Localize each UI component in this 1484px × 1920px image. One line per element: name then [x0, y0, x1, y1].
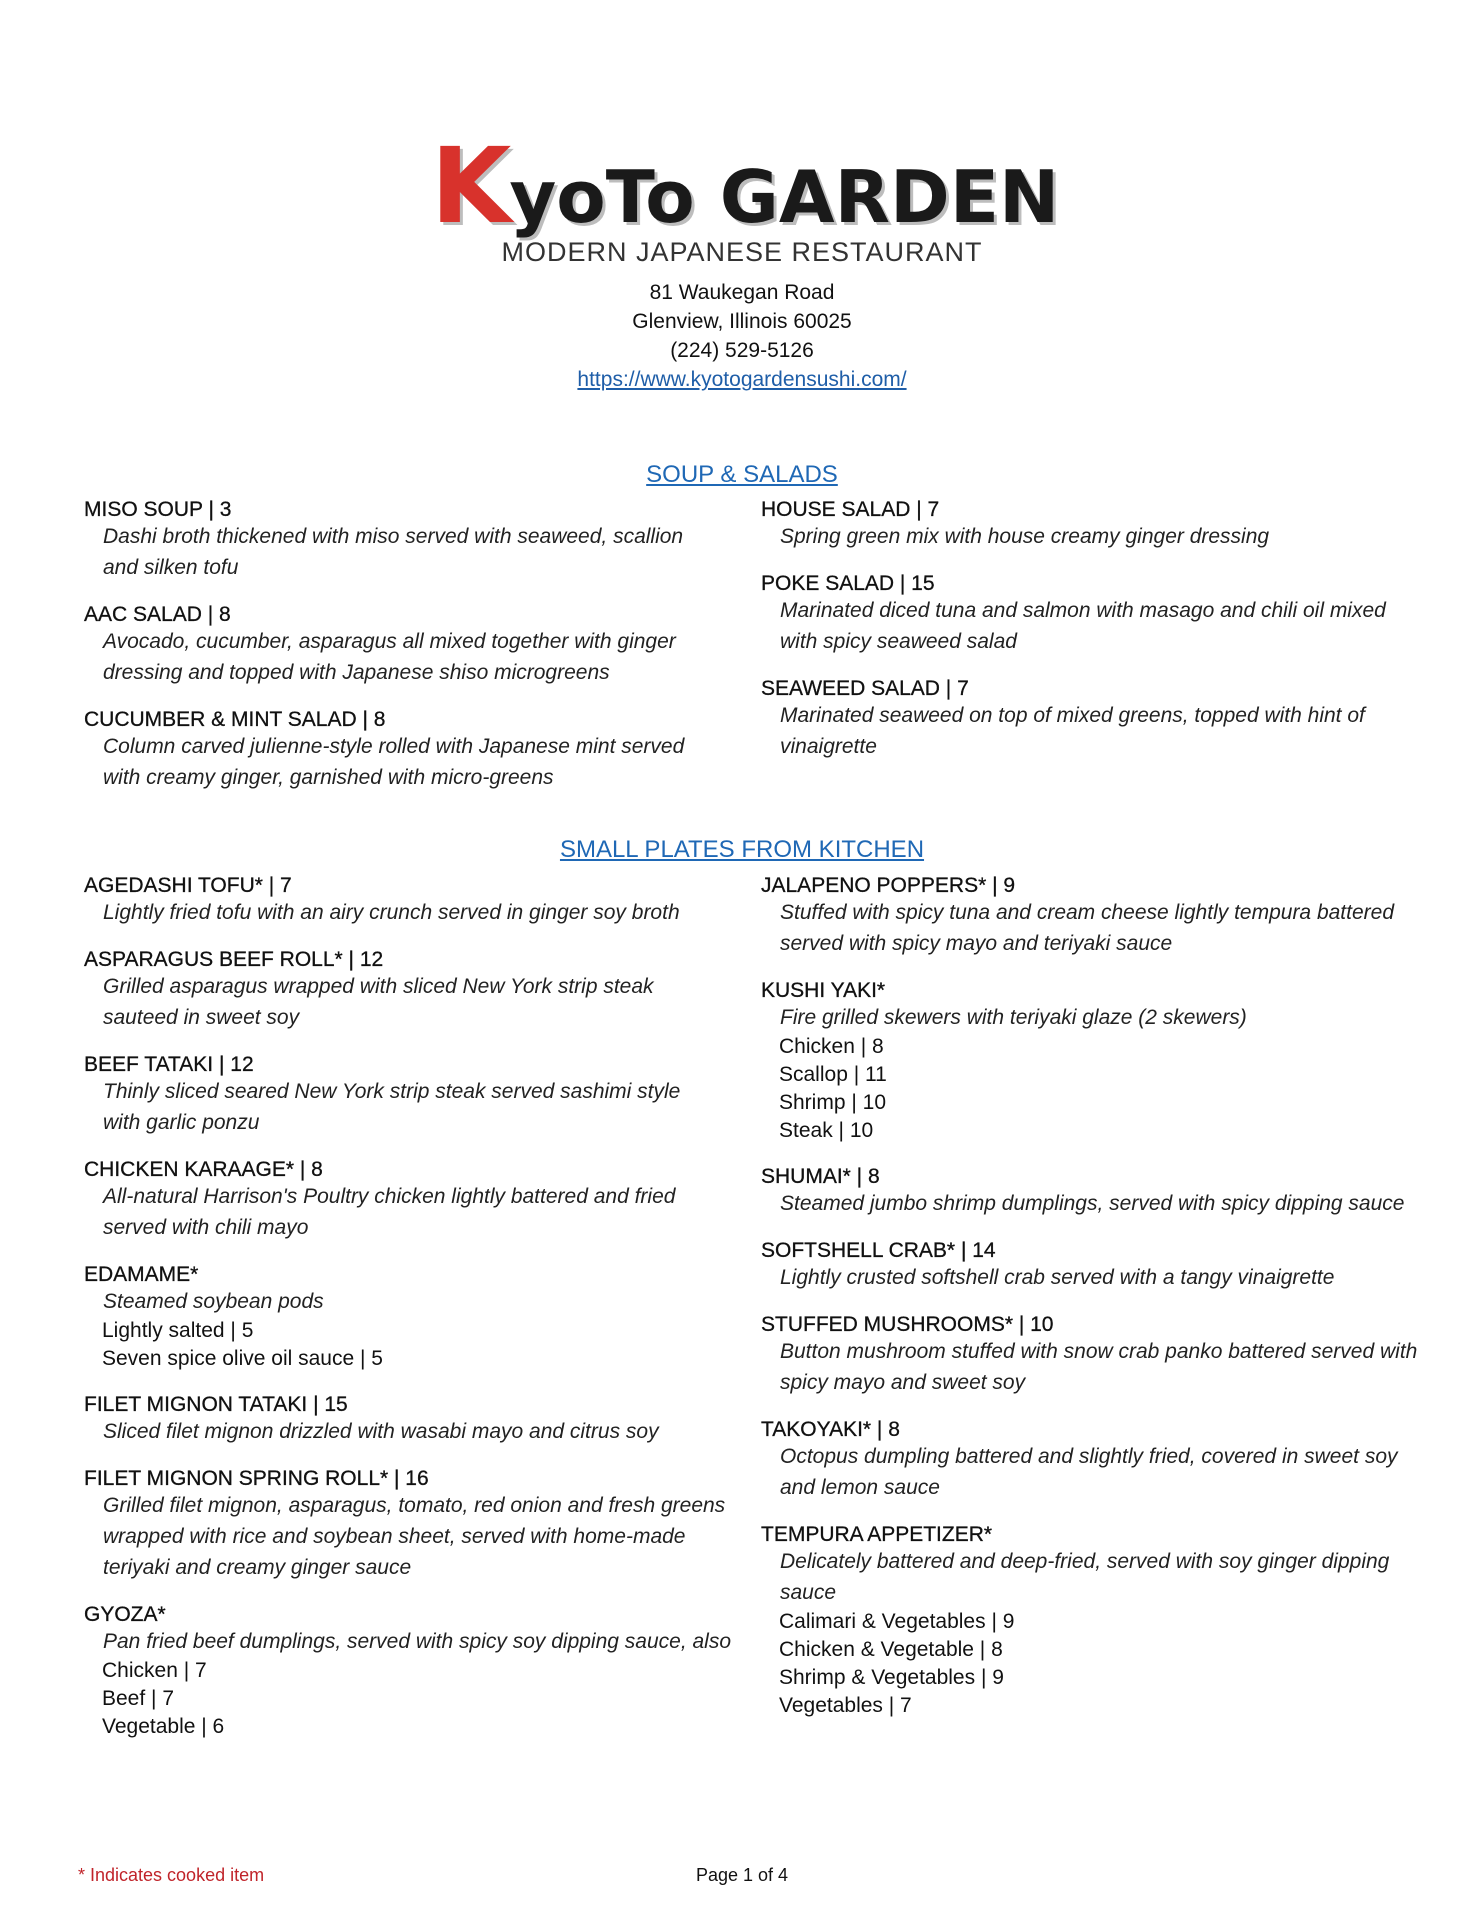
item-name: JALAPENO POPPERS* | 9 — [761, 874, 1016, 897]
menu-item — [84, 602, 724, 688]
item-option: Lightly salted | 5 — [102, 1319, 254, 1342]
soup-left-column — [84, 497, 724, 793]
restaurant-logo — [431, 125, 1060, 247]
menu-item — [84, 1262, 724, 1373]
small-plates-left-column — [84, 873, 732, 1741]
menu-item — [84, 497, 724, 583]
section-title-soup-salads: SOUP & SALADS — [646, 461, 838, 488]
item-option: Vegetable | 6 — [102, 1715, 225, 1738]
item-description: Lightly crusted softshell crab served with a tangy vinaigrette — [780, 1266, 1335, 1289]
item-description: Marinated seaweed on top of mixed greens, topped with hint of vinaigrette — [780, 704, 1365, 758]
menu-item — [761, 1522, 1401, 1720]
item-description: Stuffed with spicy tuna and cream cheese lightly tempura battered served with spicy mayo and teriyaki sauce — [780, 901, 1395, 955]
item-description: Fire grilled skewers with teriyaki glaze (2 skewers) — [780, 1006, 1247, 1029]
item-description: Steamed soybean pods — [103, 1290, 324, 1313]
item-option: Beef | 7 — [102, 1687, 175, 1710]
item-name: AGEDASHI TOFU* | 7 — [84, 874, 292, 897]
item-description: Octopus dumpling battered and slightly fried, covered in sweet soy and lemon sauce — [780, 1445, 1398, 1499]
item-option: Chicken & Vegetable | 8 — [779, 1638, 1003, 1661]
section-title-small-plates: SMALL PLATES FROM KITCHEN — [559, 836, 925, 863]
item-name: FILET MIGNON SPRING ROLL* | 16 — [84, 1467, 429, 1490]
item-name: GYOZA* — [84, 1603, 166, 1626]
menu-item — [761, 571, 1401, 657]
item-description: Dashi broth thickened with miso served with seaweed, scallion and silken tofu — [103, 525, 684, 579]
item-description: Lightly fried tofu with an airy crunch served in ginger soy broth — [103, 901, 680, 924]
item-option: Vegetables | 7 — [779, 1694, 912, 1717]
item-description: All-natural Harrison's Poultry chicken lightly battered and fried served with chili mayo — [103, 1185, 676, 1239]
logo-wordmark: yoTo GARDEN — [509, 155, 1060, 239]
item-name: STUFFED MUSHROOMS* | 10 — [761, 1313, 1054, 1336]
menu-item — [761, 1164, 1405, 1219]
item-option: Chicken | 7 — [102, 1659, 207, 1682]
item-description: Sliced filet mignon drizzled with wasabi mayo and citrus soy — [103, 1420, 659, 1443]
item-description: Thinly sliced seared New York strip steak served sashimi style with garlic ponzu — [103, 1080, 681, 1134]
page-number: Page 1 of 4 — [695, 1865, 789, 1885]
item-description: Grilled filet mignon, asparagus, tomato, red onion and fresh greens wrapped with rice and soybean sheet, served with home-made teriyaki and creamy ginger sauce — [103, 1494, 726, 1579]
item-option: Seven spice olive oil sauce | 5 — [102, 1347, 383, 1370]
item-option: Steak | 10 — [779, 1119, 874, 1142]
item-name: MISO SOUP | 3 — [84, 498, 232, 521]
item-option: Shrimp & Vegetables | 9 — [779, 1666, 1004, 1689]
item-name: CHICKEN KARAAGE* | 8 — [84, 1158, 323, 1181]
item-description: Button mushroom stuffed with snow crab panko battered served with spicy mayo and sweet soy — [780, 1340, 1418, 1394]
restaurant-tagline: MODERN JAPANESE RESTAURANT — [501, 237, 983, 267]
small-plates-right-column — [761, 873, 1418, 1720]
soup-right-column — [761, 497, 1401, 762]
menu-item — [84, 1602, 732, 1741]
menu-item — [84, 1157, 724, 1243]
menu-item — [761, 873, 1401, 959]
item-option: Chicken | 8 — [779, 1035, 884, 1058]
item-description: Spring green mix with house creamy ginger dressing — [780, 525, 1270, 548]
item-name: KUSHI YAKI* — [761, 979, 886, 1002]
item-description: Delicately battered and deep-fried, served with soy ginger dipping sauce — [780, 1550, 1390, 1604]
item-option: Shrimp | 10 — [779, 1091, 886, 1114]
menu-item — [761, 978, 1401, 1145]
item-description: Pan fried beef dumplings, served with spicy soy dipping sauce, also — [103, 1630, 732, 1653]
item-name: EDAMAME* — [84, 1263, 199, 1286]
menu-item — [761, 497, 1401, 552]
item-description: Grilled asparagus wrapped with sliced New York strip steak sauteed in sweet soy — [103, 975, 654, 1029]
cooked-item-note: * Indicates cooked item — [78, 1865, 265, 1885]
logo-initial: K — [430, 125, 510, 247]
item-name: TAKOYAKI* | 8 — [761, 1418, 900, 1441]
menu-item — [84, 873, 724, 928]
menu-item — [84, 947, 724, 1033]
item-option: Calimari & Vegetables | 9 — [779, 1610, 1015, 1633]
item-name: AAC SALAD | 8 — [84, 603, 231, 626]
item-name: BEEF TATAKI | 12 — [84, 1053, 254, 1076]
menu-item — [84, 1392, 724, 1447]
item-name: FILET MIGNON TATAKI | 15 — [84, 1393, 348, 1416]
menu-item — [84, 1052, 724, 1138]
item-description: Marinated diced tuna and salmon with masago and chili oil mixed with spicy seaweed salad — [780, 599, 1386, 653]
restaurant-header — [0, 125, 1484, 394]
item-name: SOFTSHELL CRAB* | 14 — [761, 1239, 996, 1262]
menu-item — [84, 707, 724, 793]
item-description: Avocado, cucumber, asparagus all mixed together with ginger dressing and topped with Japanese shiso microgreens — [103, 630, 676, 684]
website-link[interactable]: https://www.kyotogardensushi.com/ — [577, 368, 907, 391]
address-line-1: 81 Waukegan Road — [649, 281, 835, 304]
menu-item — [761, 1312, 1418, 1398]
item-description: Steamed jumbo shrimp dumplings, served with spicy dipping sauce — [780, 1192, 1405, 1215]
item-name: TEMPURA APPETIZER* — [761, 1523, 993, 1546]
item-name: SHUMAI* | 8 — [761, 1165, 880, 1188]
item-option: Scallop | 11 — [779, 1063, 887, 1086]
address-line-2: Glenview, Illinois 60025 — [632, 310, 852, 333]
menu-item — [761, 676, 1401, 762]
menu-item — [761, 1417, 1401, 1503]
menu-item — [84, 1466, 724, 1583]
item-name: ASPARAGUS BEEF ROLL* | 12 — [84, 948, 384, 971]
item-description: Column carved julienne-style rolled with Japanese mint served with creamy ginger, garnished with micro-greens — [103, 735, 685, 789]
item-name: POKE SALAD | 15 — [761, 572, 935, 595]
item-name: SEAWEED SALAD | 7 — [761, 677, 969, 700]
item-name: HOUSE SALAD | 7 — [761, 498, 940, 521]
phone-number: (224) 529-5126 — [670, 339, 814, 362]
item-name: CUCUMBER & MINT SALAD | 8 — [84, 708, 386, 731]
menu-item — [761, 1238, 1401, 1293]
